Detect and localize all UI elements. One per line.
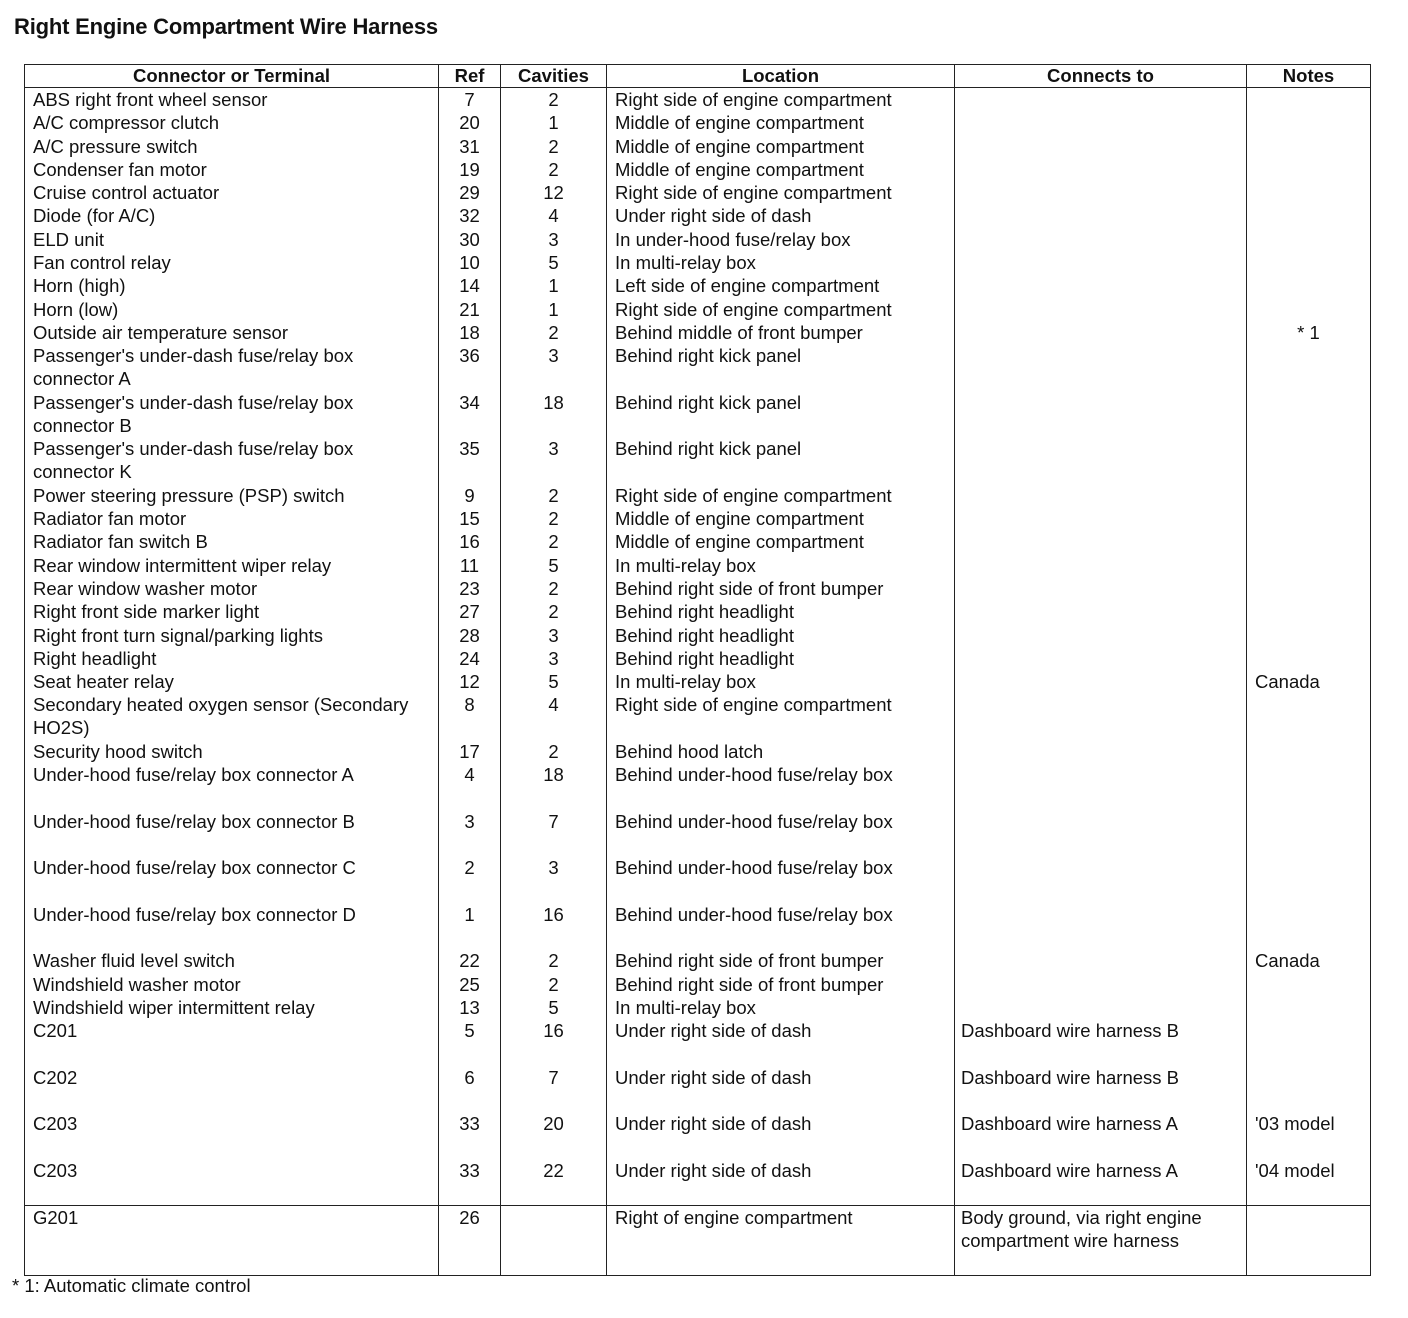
ref-cell: 2 xyxy=(439,856,501,903)
cavities-cell: 3 xyxy=(501,228,607,251)
location-cell: Behind right side of front bumper xyxy=(607,949,955,972)
ref-cell: 15 xyxy=(439,507,501,530)
table-row xyxy=(25,530,1371,553)
location-cell: Under right side of dash xyxy=(607,1066,955,1113)
location-cell: Right side of engine compartment xyxy=(607,298,955,321)
ref-cell: 28 xyxy=(439,624,501,647)
ref-cell: 24 xyxy=(439,647,501,670)
connects-to-cell: Dashboard wire harness A xyxy=(961,1113,1178,1135)
connector-cell: Right front side marker light xyxy=(33,601,260,623)
table-row xyxy=(25,204,1371,227)
notes-cell xyxy=(1247,600,1371,623)
ref-cell: 7 xyxy=(439,88,501,112)
cavities-cell: 16 xyxy=(501,1019,607,1066)
connector-cell: Rear window intermittent wiper relay xyxy=(33,554,332,576)
table-row xyxy=(25,158,1371,181)
cavities-cell: 2 xyxy=(501,507,607,530)
notes-cell xyxy=(1247,437,1371,484)
ref-cell: 11 xyxy=(439,554,501,577)
ref-cell: 19 xyxy=(439,158,501,181)
cavities-cell: 7 xyxy=(501,810,607,857)
cavities-cell: 2 xyxy=(501,530,607,553)
location-cell: Behind right headlight xyxy=(607,600,955,623)
ref-cell: 23 xyxy=(439,577,501,600)
ref-cell: 25 xyxy=(439,973,501,996)
connector-cell: Rear window washer motor xyxy=(33,577,258,599)
cavities-cell: 2 xyxy=(501,949,607,972)
location-cell: In multi-relay box xyxy=(607,996,955,1019)
notes-cell xyxy=(1247,973,1371,996)
header-cavities: Cavities xyxy=(501,65,607,88)
table-row xyxy=(25,554,1371,577)
location-cell: Under right side of dash xyxy=(607,1112,955,1159)
location-cell: In multi-relay box xyxy=(607,670,955,693)
ref-cell: 18 xyxy=(439,321,501,344)
location-cell: Middle of engine compartment xyxy=(607,530,955,553)
location-cell: Behind right headlight xyxy=(607,647,955,670)
connector-cell: A/C pressure switch xyxy=(33,135,198,157)
location-cell: Right side of engine compartment xyxy=(607,88,955,112)
table-row xyxy=(25,763,1371,810)
location-cell: Behind right side of front bumper xyxy=(607,973,955,996)
connects-to-cell: Dashboard wire harness B xyxy=(961,1020,1179,1042)
cavities-cell: 2 xyxy=(501,600,607,623)
table-row xyxy=(25,1206,1371,1276)
ref-cell: 1 xyxy=(439,903,501,950)
cavities-cell: 22 xyxy=(501,1159,607,1206)
ref-cell: 4 xyxy=(439,763,501,810)
notes-cell xyxy=(1247,251,1371,274)
connector-cell: G201 xyxy=(33,1207,79,1229)
ref-cell: 35 xyxy=(439,437,501,484)
ref-cell: 27 xyxy=(439,600,501,623)
notes-cell: '04 model xyxy=(1247,1159,1371,1206)
table-row xyxy=(25,251,1371,274)
location-cell: Behind middle of front bumper xyxy=(607,321,955,344)
table-row xyxy=(25,298,1371,321)
location-cell: Under right side of dash xyxy=(607,204,955,227)
notes-cell xyxy=(1247,484,1371,507)
table-row xyxy=(25,600,1371,623)
location-cell: Behind under-hood fuse/relay box xyxy=(607,810,955,857)
connector-cell: Cruise control actuator xyxy=(33,182,220,204)
connects-to-cell: Dashboard wire harness B xyxy=(961,1066,1179,1088)
header-connector: Connector or Terminal xyxy=(25,65,439,88)
connector-cell: Windshield wiper intermittent relay xyxy=(33,996,315,1018)
cavities-cell: 2 xyxy=(501,321,607,344)
connector-cell: Seat heater relay xyxy=(33,671,174,693)
location-cell: Under right side of dash xyxy=(607,1019,955,1066)
location-cell: In multi-relay box xyxy=(607,251,955,274)
notes-cell xyxy=(1247,111,1371,134)
connector-cell: Secondary heated oxygen sensor (Secondary HO2S) xyxy=(33,694,409,739)
connector-cell: Passenger's under-dash fuse/relay box connector A xyxy=(33,345,354,390)
connector-cell: Under-hood fuse/relay box connector D xyxy=(33,903,356,925)
location-cell: Behind right kick panel xyxy=(607,391,955,438)
cavities-cell: 12 xyxy=(501,181,607,204)
harness-table xyxy=(24,64,1371,1276)
cavities-cell: 5 xyxy=(501,251,607,274)
location-cell: Behind under-hood fuse/relay box xyxy=(607,856,955,903)
location-cell: Behind hood latch xyxy=(607,740,955,763)
table-row xyxy=(25,344,1371,391)
footnote: * 1: Automatic climate control xyxy=(12,1275,251,1296)
connector-cell: Fan control relay xyxy=(33,252,171,274)
notes-cell: * 1 xyxy=(1247,321,1371,344)
table-row xyxy=(25,321,1371,344)
ref-cell: 31 xyxy=(439,135,501,158)
table-row xyxy=(25,1066,1371,1113)
connector-cell: Passenger's under-dash fuse/relay box connector K xyxy=(33,438,354,483)
location-cell: Behind right side of front bumper xyxy=(607,577,955,600)
connector-cell: Power steering pressure (PSP) switch xyxy=(33,484,345,506)
notes-cell xyxy=(1247,204,1371,227)
table-row xyxy=(25,274,1371,297)
table-row xyxy=(25,693,1371,740)
connector-cell: Right headlight xyxy=(33,647,157,669)
cavities-cell: 2 xyxy=(501,158,607,181)
cavities-cell: 3 xyxy=(501,344,607,391)
ref-cell: 34 xyxy=(439,391,501,438)
connector-cell: A/C compressor clutch xyxy=(33,112,220,134)
table-row xyxy=(25,740,1371,763)
connector-cell: Right front turn signal/parking lights xyxy=(33,624,323,646)
notes-cell xyxy=(1247,647,1371,670)
notes-cell xyxy=(1247,181,1371,204)
notes-cell xyxy=(1247,856,1371,903)
header-row xyxy=(25,65,1371,88)
cavities-cell: 2 xyxy=(501,484,607,507)
notes-cell xyxy=(1247,577,1371,600)
notes-cell xyxy=(1247,554,1371,577)
location-cell: Behind under-hood fuse/relay box xyxy=(607,903,955,950)
location-cell: Right side of engine compartment xyxy=(607,693,955,740)
cavities-cell: 2 xyxy=(501,973,607,996)
ref-cell: 16 xyxy=(439,530,501,553)
connector-cell: C203 xyxy=(33,1159,78,1181)
connector-cell: ELD unit xyxy=(33,228,104,250)
cavities-cell: 3 xyxy=(501,437,607,484)
connector-cell: Radiator fan motor xyxy=(33,508,187,530)
cavities-cell: 18 xyxy=(501,763,607,810)
table-row xyxy=(25,135,1371,158)
notes-cell xyxy=(1247,740,1371,763)
location-cell: Middle of engine compartment xyxy=(607,111,955,134)
connector-cell: Condenser fan motor xyxy=(33,158,207,180)
connector-cell: Diode (for A/C) xyxy=(33,205,156,227)
table-row xyxy=(25,181,1371,204)
ref-cell: 33 xyxy=(439,1159,501,1206)
ref-cell: 9 xyxy=(439,484,501,507)
cavities-cell: 16 xyxy=(501,903,607,950)
cavities-cell: 5 xyxy=(501,670,607,693)
notes-cell xyxy=(1247,996,1371,1019)
table-row xyxy=(25,1159,1371,1206)
ref-cell: 36 xyxy=(439,344,501,391)
cavities-cell: 1 xyxy=(501,274,607,297)
location-cell: Behind right kick panel xyxy=(607,437,955,484)
table-row xyxy=(25,973,1371,996)
ref-cell: 32 xyxy=(439,204,501,227)
ref-cell: 5 xyxy=(439,1019,501,1066)
table-row xyxy=(25,624,1371,647)
connector-cell: Under-hood fuse/relay box connector C xyxy=(33,857,356,879)
connector-cell: Horn (low) xyxy=(33,298,119,320)
table-row xyxy=(25,856,1371,903)
location-cell: Under right side of dash xyxy=(607,1159,955,1206)
ref-cell: 26 xyxy=(439,1206,501,1276)
notes-cell xyxy=(1247,1066,1371,1113)
ref-cell: 17 xyxy=(439,740,501,763)
connector-cell: ABS right front wheel sensor xyxy=(33,89,268,110)
notes-cell: Canada xyxy=(1247,949,1371,972)
location-cell: Middle of engine compartment xyxy=(607,507,955,530)
table-row xyxy=(25,484,1371,507)
ref-cell: 3 xyxy=(439,810,501,857)
table-row xyxy=(25,1019,1371,1066)
header-notes: Notes xyxy=(1247,65,1371,88)
table-row xyxy=(25,949,1371,972)
location-cell: Left side of engine compartment xyxy=(607,274,955,297)
notes-cell xyxy=(1247,693,1371,740)
notes-cell: Canada xyxy=(1247,670,1371,693)
connector-cell: Security hood switch xyxy=(33,740,203,762)
table-row xyxy=(25,507,1371,530)
cavities-cell: 1 xyxy=(501,298,607,321)
header-connects-to: Connects to xyxy=(955,65,1247,88)
cavities-cell: 7 xyxy=(501,1066,607,1113)
notes-cell xyxy=(1247,1019,1371,1066)
connector-cell: C201 xyxy=(33,1020,78,1042)
notes-cell xyxy=(1247,810,1371,857)
table-body xyxy=(25,88,1371,1276)
cavities-cell xyxy=(501,1206,607,1276)
location-cell: Right side of engine compartment xyxy=(607,484,955,507)
ref-cell: 22 xyxy=(439,949,501,972)
connector-cell: Washer fluid level switch xyxy=(33,950,235,972)
ref-cell: 30 xyxy=(439,228,501,251)
ref-cell: 10 xyxy=(439,251,501,274)
cavities-cell: 3 xyxy=(501,856,607,903)
ref-cell: 20 xyxy=(439,111,501,134)
ref-cell: 6 xyxy=(439,1066,501,1113)
table-row xyxy=(25,88,1371,112)
cavities-cell: 5 xyxy=(501,554,607,577)
location-cell: In under-hood fuse/relay box xyxy=(607,228,955,251)
location-cell: Behind right kick panel xyxy=(607,344,955,391)
notes-cell xyxy=(1247,530,1371,553)
header-ref: Ref xyxy=(439,65,501,88)
table-row xyxy=(25,903,1371,950)
cavities-cell: 3 xyxy=(501,624,607,647)
notes-cell xyxy=(1247,344,1371,391)
cavities-cell: 3 xyxy=(501,647,607,670)
notes-cell xyxy=(1247,228,1371,251)
connector-cell: Passenger's under-dash fuse/relay box connector B xyxy=(33,391,354,436)
notes-cell: '03 model xyxy=(1247,1112,1371,1159)
notes-cell xyxy=(1247,903,1371,950)
cavities-cell: 2 xyxy=(501,740,607,763)
notes-cell xyxy=(1247,158,1371,181)
cavities-cell: 5 xyxy=(501,996,607,1019)
location-cell: Behind under-hood fuse/relay box xyxy=(607,763,955,810)
cavities-cell: 2 xyxy=(501,577,607,600)
connects-to-cell: Body ground, via right engine compartment wire harness xyxy=(961,1207,1202,1252)
connector-cell: Radiator fan switch B xyxy=(33,531,208,553)
cavities-cell: 2 xyxy=(501,135,607,158)
location-cell: In multi-relay box xyxy=(607,554,955,577)
table-row xyxy=(25,391,1371,438)
location-cell: Right side of engine compartment xyxy=(607,181,955,204)
table-row xyxy=(25,577,1371,600)
location-cell: Middle of engine compartment xyxy=(607,158,955,181)
table-row xyxy=(25,437,1371,484)
ref-cell: 33 xyxy=(439,1112,501,1159)
notes-cell xyxy=(1247,507,1371,530)
notes-cell xyxy=(1247,88,1371,112)
cavities-cell: 2 xyxy=(501,88,607,112)
table-row xyxy=(25,228,1371,251)
cavities-cell: 20 xyxy=(501,1112,607,1159)
header-location: Location xyxy=(607,65,955,88)
ref-cell: 29 xyxy=(439,181,501,204)
ref-cell: 21 xyxy=(439,298,501,321)
cavities-cell: 1 xyxy=(501,111,607,134)
notes-cell xyxy=(1247,624,1371,647)
page-title: Right Engine Compartment Wire Harness xyxy=(14,14,438,39)
connects-to-cell: Dashboard wire harness A xyxy=(961,1159,1178,1181)
table-row xyxy=(25,111,1371,134)
cavities-cell: 18 xyxy=(501,391,607,438)
notes-cell xyxy=(1247,391,1371,438)
ref-cell: 12 xyxy=(439,670,501,693)
notes-cell xyxy=(1247,274,1371,297)
location-cell: Behind right headlight xyxy=(607,624,955,647)
ref-cell: 14 xyxy=(439,274,501,297)
connector-cell: C202 xyxy=(33,1066,78,1088)
location-cell: Middle of engine compartment xyxy=(607,135,955,158)
cavities-cell: 4 xyxy=(501,693,607,740)
notes-cell xyxy=(1247,298,1371,321)
table-row xyxy=(25,647,1371,670)
connector-cell: Windshield washer motor xyxy=(33,973,241,995)
notes-cell xyxy=(1247,135,1371,158)
table-row xyxy=(25,1112,1371,1159)
connector-cell: Under-hood fuse/relay box connector B xyxy=(33,810,355,832)
table-row xyxy=(25,670,1371,693)
ref-cell: 8 xyxy=(439,693,501,740)
connector-cell: Outside air temperature sensor xyxy=(33,321,289,343)
connector-cell: C203 xyxy=(33,1113,78,1135)
connector-cell: Horn (high) xyxy=(33,275,126,297)
ref-cell: 13 xyxy=(439,996,501,1019)
cavities-cell: 4 xyxy=(501,204,607,227)
location-cell: Right of engine compartment xyxy=(607,1206,955,1276)
notes-cell xyxy=(1247,1206,1371,1276)
table-row xyxy=(25,810,1371,857)
connector-cell: Under-hood fuse/relay box connector A xyxy=(33,764,354,786)
table-row xyxy=(25,996,1371,1019)
notes-cell xyxy=(1247,763,1371,810)
